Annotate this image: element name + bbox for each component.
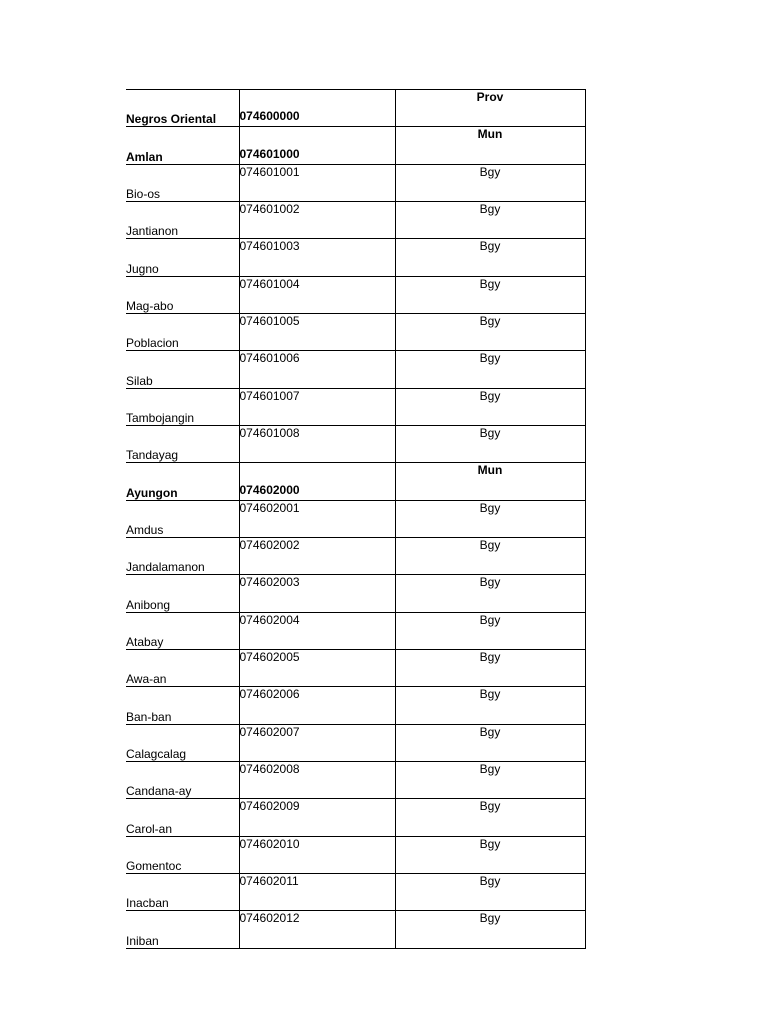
code-cell: 074602005 <box>239 649 395 686</box>
place-name-cell: Inacban <box>126 873 239 910</box>
code-cell: 074601001 <box>239 164 395 201</box>
table-row <box>126 164 585 201</box>
level-cell: Bgy <box>395 351 585 388</box>
code-cell: 074601004 <box>239 276 395 313</box>
place-name-cell: Mag-abo <box>126 276 239 313</box>
table-row <box>126 873 585 910</box>
code-cell: 074602007 <box>239 724 395 761</box>
code-cell: 074602004 <box>239 612 395 649</box>
place-name-cell: Ban-ban <box>126 687 239 724</box>
code-cell: 074602001 <box>239 500 395 537</box>
table-row <box>126 724 585 761</box>
place-name-cell: Gomentoc <box>126 836 239 873</box>
code-cell: 074601003 <box>239 239 395 276</box>
place-name-cell: Jandalamanon <box>126 537 239 574</box>
psgc-code-table <box>126 89 586 949</box>
level-cell: Bgy <box>395 575 585 612</box>
table-row <box>126 127 585 164</box>
code-cell: 074602010 <box>239 836 395 873</box>
place-name-cell: Atabay <box>126 612 239 649</box>
table-row <box>126 425 585 462</box>
table-row <box>126 799 585 836</box>
table-row <box>126 575 585 612</box>
level-cell: Mun <box>395 463 585 500</box>
level-cell: Bgy <box>395 687 585 724</box>
table-body <box>126 90 585 949</box>
place-name-cell: Bio-os <box>126 164 239 201</box>
level-cell: Bgy <box>395 612 585 649</box>
level-cell: Prov <box>395 90 585 127</box>
place-name-cell: Calagcalag <box>126 724 239 761</box>
table-row <box>126 836 585 873</box>
table-row <box>126 911 585 948</box>
place-name-cell: Awa-an <box>126 649 239 686</box>
place-name-cell: Ayungon <box>126 463 239 500</box>
code-cell: 074601008 <box>239 425 395 462</box>
level-cell: Bgy <box>395 836 585 873</box>
table-row <box>126 463 585 500</box>
table-row <box>126 90 585 127</box>
level-cell: Bgy <box>395 649 585 686</box>
level-cell: Bgy <box>395 761 585 798</box>
place-name-cell: Silab <box>126 351 239 388</box>
level-cell: Bgy <box>395 388 585 425</box>
table-row <box>126 612 585 649</box>
code-cell: 074602012 <box>239 911 395 948</box>
table-row <box>126 388 585 425</box>
code-cell: 074602000 <box>239 463 395 500</box>
table-row <box>126 500 585 537</box>
level-cell: Bgy <box>395 425 585 462</box>
place-name-cell: Iniban <box>126 911 239 948</box>
place-name-cell: Jantianon <box>126 201 239 238</box>
level-cell: Bgy <box>395 911 585 948</box>
table-row <box>126 649 585 686</box>
place-name-cell: Negros Oriental <box>126 90 239 127</box>
level-cell: Bgy <box>395 276 585 313</box>
code-cell: 074601005 <box>239 313 395 350</box>
table-row <box>126 351 585 388</box>
place-name-cell: Jugno <box>126 239 239 276</box>
level-cell: Bgy <box>395 500 585 537</box>
place-name-cell: Amdus <box>126 500 239 537</box>
code-cell: 074600000 <box>239 90 395 127</box>
place-name-cell: Poblacion <box>126 313 239 350</box>
code-cell: 074602006 <box>239 687 395 724</box>
level-cell: Bgy <box>395 724 585 761</box>
level-cell: Bgy <box>395 313 585 350</box>
level-cell: Mun <box>395 127 585 164</box>
table-row <box>126 276 585 313</box>
table-row <box>126 537 585 574</box>
level-cell: Bgy <box>395 164 585 201</box>
code-cell: 074602009 <box>239 799 395 836</box>
level-cell: Bgy <box>395 239 585 276</box>
place-name-cell: Carol-an <box>126 799 239 836</box>
code-cell: 074602008 <box>239 761 395 798</box>
code-cell: 074601006 <box>239 351 395 388</box>
code-cell: 074602011 <box>239 873 395 910</box>
table-row <box>126 761 585 798</box>
place-name-cell: Tandayag <box>126 425 239 462</box>
code-cell: 074602002 <box>239 537 395 574</box>
place-name-cell: Anibong <box>126 575 239 612</box>
code-cell: 074601000 <box>239 127 395 164</box>
level-cell: Bgy <box>395 537 585 574</box>
level-cell: Bgy <box>395 873 585 910</box>
table-row <box>126 201 585 238</box>
level-cell: Bgy <box>395 799 585 836</box>
place-name-cell: Amlan <box>126 127 239 164</box>
table-row <box>126 313 585 350</box>
place-name-cell: Candana-ay <box>126 761 239 798</box>
table-row <box>126 239 585 276</box>
place-name-cell: Tambojangin <box>126 388 239 425</box>
table-row <box>126 687 585 724</box>
level-cell: Bgy <box>395 201 585 238</box>
code-cell: 074602003 <box>239 575 395 612</box>
code-cell: 074601002 <box>239 201 395 238</box>
code-cell: 074601007 <box>239 388 395 425</box>
